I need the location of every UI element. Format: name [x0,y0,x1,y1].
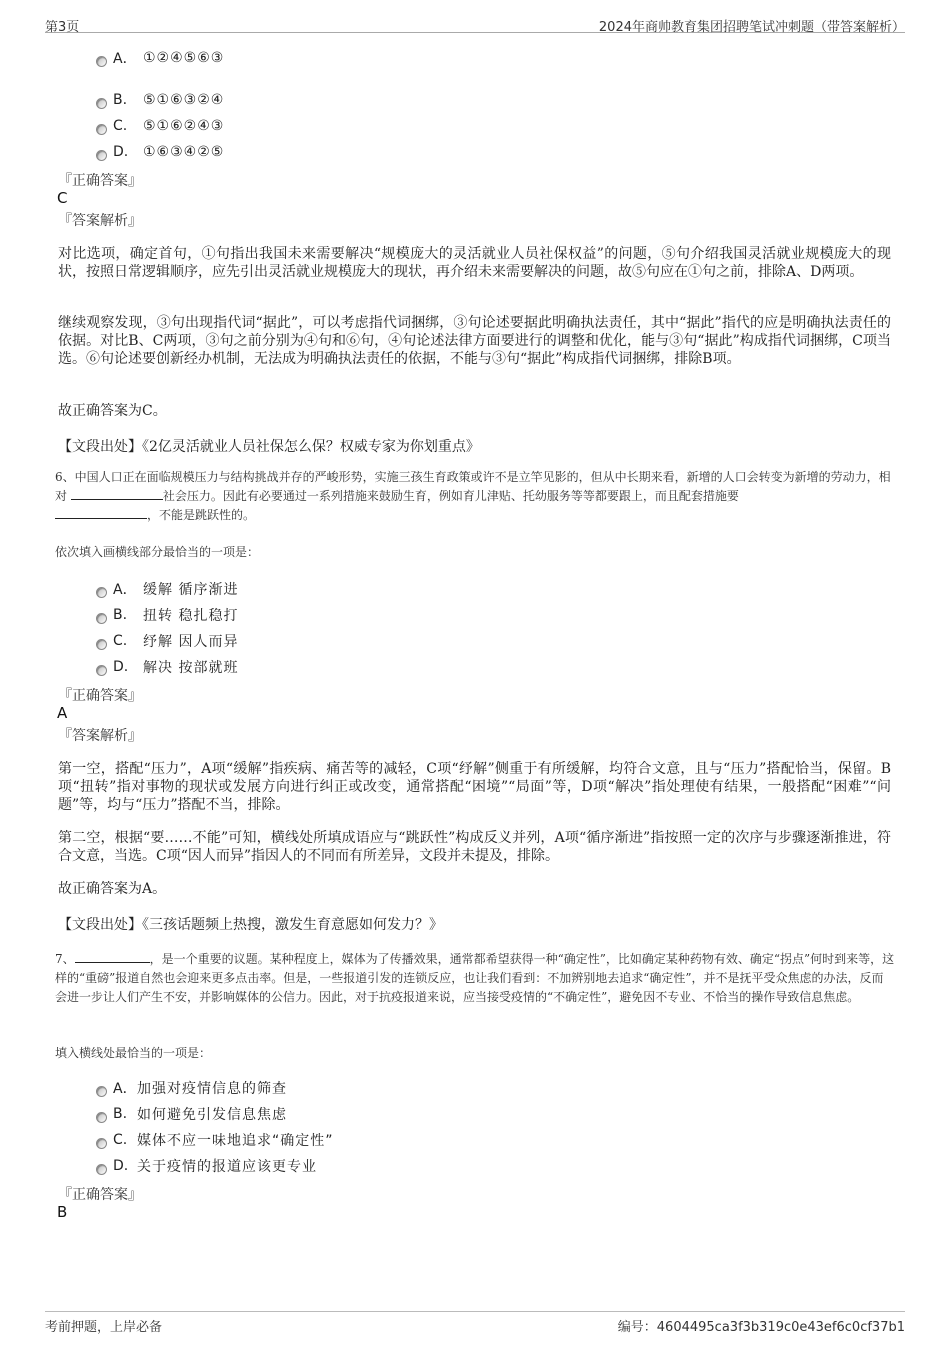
document-title: 2024年商帅教育集团招聘笔试冲刺题（带答案解析） [598,20,905,35]
blank-line [75,951,150,963]
source-citation: 【文段出处】《三孩话题频上热搜，激发生育意愿如何发力？》 [58,917,443,933]
question-number: 7、 [55,952,75,966]
q6-option-a[interactable]: A． 缓解 循序渐进 [96,579,238,599]
page-footer [45,1311,905,1333]
correct-answer-value: B [57,1203,68,1221]
question-6-stem: 6、中国人口正在面临规模压力与结构挑战并存的严峻形势，实施三孩生育政策或许不是立竿见影的，但从中长期来看，新增的人口会转变为新增的劳动力，相对 社会压力。因此有必要通过一系列措施来鼓励生育，例如育儿津贴、托幼服务等等都要跟上，而且配套措施要 ，不能是跳跃性的。 [55,470,891,522]
source-citation: 【文段出处】《2亿灵活就业人员社保怎么保？权威专家为你划重点》 [58,439,480,455]
radio-icon[interactable] [96,1112,107,1123]
blank-line [71,488,163,500]
correct-answer-value: C [57,189,68,207]
radio-icon[interactable] [96,665,107,676]
correct-answer-label: 『正确答案』 [58,1187,142,1203]
analysis-paragraph: 继续观察发现，③句出现指代词“据此”，可以考虑指代词捆绑，③句论述要据此明确执法责任，其中“据此”指代的应是明确执法责任的依据。对比B、C两项，③句之前分别为④句和⑥句，④句论述法律方面要进行的调整和优化，能与③句“据此”构成指代词捆绑，C项当选。⑥句论述要创新经办机制，无法成为明确执法责任的依据，不能与③句“据此”构成指代词捆绑，排除B项。 [58,315,891,367]
analysis-conclusion: 故正确答案为A。 [58,881,167,897]
radio-icon[interactable] [96,98,107,109]
radio-icon[interactable] [96,639,107,650]
radio-icon[interactable] [96,613,107,624]
q7-option-c[interactable]: C. 媒体不应一味地追求“确定性” [96,1130,334,1150]
analysis-paragraph: 对比选项，确定首句，①句指出我国未来需要解决“规模庞大的灵活就业人员社保权益”的问题，⑤句介绍我国灵活就业规模庞大的现状，按照日常逻辑顺序，应先引出灵活就业规模庞大的现状，再介绍未来需要解决的问题，故⑤句应在①句之前，排除A、D两项。 [58,246,891,280]
blank-line [55,507,147,519]
document-serial: 编号：4604495ca3f3b319c0e43ef6c0cf37b1 [617,1320,905,1335]
q6-option-c[interactable]: C. 纾解 因人而异 [96,631,238,651]
radio-icon[interactable] [96,1164,107,1175]
q6-option-d[interactable]: D. 解决 按部就班 [96,657,238,677]
analysis-paragraph: 第二空，根据“要……不能”可知，横线处所填成语应与“跳跃性”构成反义并列，A项“循序渐进”指按照一定的次序与步骤逐渐推进，符合文意，当选。C项“因人而异”指因人的不同而有所差异，文段并未提及，排除。 [58,830,891,864]
q5-option-a[interactable]: A． ①②④⑤⑥③ [96,48,224,68]
radio-icon[interactable] [96,150,107,161]
page-header [45,14,905,33]
q5-option-d[interactable]: D. ①⑥③④②⑤ [96,142,224,162]
question-prompt: 依次填入画横线部分最恰当的一项是： [55,545,260,559]
question-prompt: 填入横线处最恰当的一项是： [55,1046,212,1060]
analysis-conclusion: 故正确答案为C。 [58,403,167,419]
q5-option-c[interactable]: C. ⑤①⑥②④③ [96,116,224,136]
analysis-label: 『答案解析』 [58,213,142,229]
q5-option-b[interactable]: B. ⑤①⑥③②④ [96,90,224,110]
correct-answer-value: A [57,704,68,722]
correct-answer-label: 『正确答案』 [58,173,142,189]
q7-option-b[interactable]: B. 如何避免引发信息焦虑 [96,1104,287,1124]
question-7-stem: 7、 ，是一个重要的议题。某种程度上，媒体为了传播效果，通常都希望获得一种“确定性”，比如确定某种药物有效、确定“拐点”何时到来等，这样的“重磅”报道自然也会迎来更多点击率。但是，一些报道引发的连锁反应，也让我们看到：不加辨别地去追求“确定性”，并不是抚平受众焦虑的办法，反而会进一步让人们产生不安，并影响媒体的公信力。因此，对于抗疫报道来说，应当接受疫情的“不确定性”，避免因不专业、不恰当的操作导致信息焦虑。 [55,952,895,1004]
question-number: 6、 [55,470,75,484]
radio-icon[interactable] [96,124,107,135]
analysis-paragraph: 第一空，搭配“压力”，A项“缓解”指疾病、痛苦等的减轻，C项“纾解”侧重于有所缓解，均符合文意，且与“压力”搭配恰当，保留。B项“扭转”指对事物的现状或发展方向进行纠正或改变，通常搭配“困境”“局面”等，D项“解决”指处理使有结果，一般搭配“困难”“问题”等，均与“压力”搭配不当，排除。 [58,761,891,813]
correct-answer-label: 『正确答案』 [58,688,142,704]
radio-icon[interactable] [96,56,107,67]
analysis-label: 『答案解析』 [58,728,142,744]
q7-option-d[interactable]: D. 关于疫情的报道应该更专业 [96,1156,317,1176]
radio-icon[interactable] [96,1086,107,1097]
q6-option-b[interactable]: B. 扭转 稳扎稳打 [96,605,238,625]
radio-icon[interactable] [96,587,107,598]
radio-icon[interactable] [96,1138,107,1149]
page-number: 第3页 [45,20,80,35]
q7-option-a[interactable]: A． 加强对疫情信息的筛查 [96,1078,287,1098]
footer-slogan: 考前押题，上岸必备 [45,1320,163,1335]
